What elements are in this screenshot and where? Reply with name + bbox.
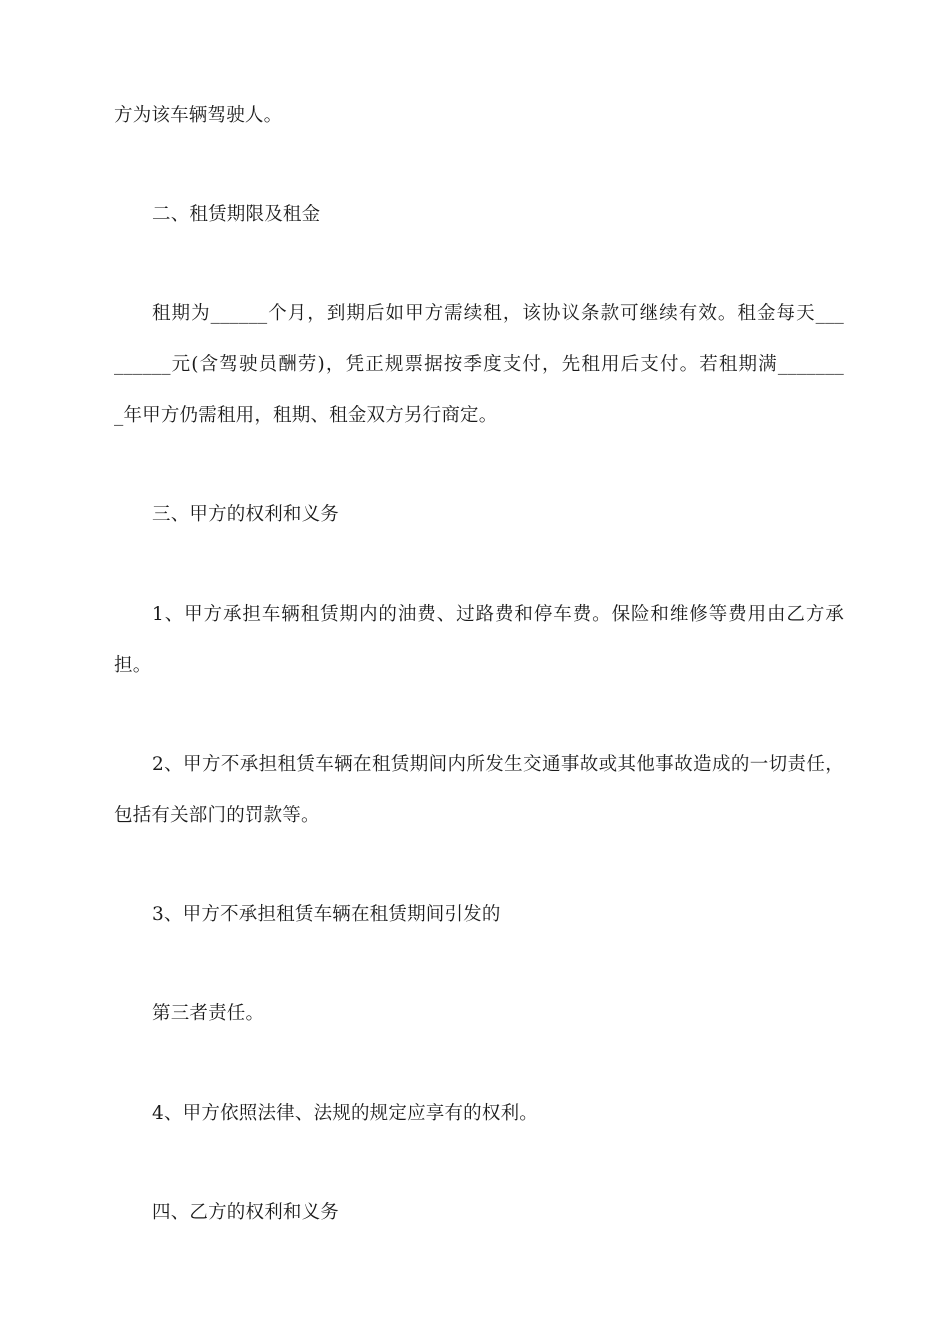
section-heading-party-b: 四、乙方的权利和义务 <box>152 1202 340 1223</box>
clause-a1-line-2: 担。 <box>114 655 152 676</box>
section-heading-party-a: 三、甲方的权利和义务 <box>152 504 340 525</box>
clause-a1-line-1: 1、甲方承担车辆租赁期内的油费、过路费和停车费。保险和维修等费用由乙方承 <box>152 604 844 625</box>
clause-a4: 4、甲方依照法律、法规的规定应享有的权利。 <box>152 1103 538 1124</box>
paragraph-line-lease-3: _年甲方仍需租用，租期、租金双方另行商定。 <box>114 405 498 426</box>
paragraph-line-continuation: 方为该车辆驾驶人。 <box>114 105 283 126</box>
paragraph-line-lease-1: 租期为______个月，到期后如甲方需续租，该协议条款可继续有效。租金每天___ <box>152 303 844 324</box>
paragraph-line-lease-2: ______元(含驾驶员酬劳)，凭正规票据按季度支付，先租用后支付。若租期满_______ <box>114 354 844 375</box>
clause-a3-line-1: 3、甲方不承担租赁车辆在租赁期间引发的 <box>152 904 501 925</box>
clause-a2-line-1: 2、甲方不承担租赁车辆在租赁期间内所发生交通事故或其他事故造成的一切责任， <box>152 754 844 775</box>
clause-a2-line-2: 包括有关部门的罚款等。 <box>114 805 320 826</box>
clause-a3-line-2: 第三者责任。 <box>152 1003 265 1024</box>
section-heading-lease-term: 二、租赁期限及租金 <box>152 204 321 225</box>
